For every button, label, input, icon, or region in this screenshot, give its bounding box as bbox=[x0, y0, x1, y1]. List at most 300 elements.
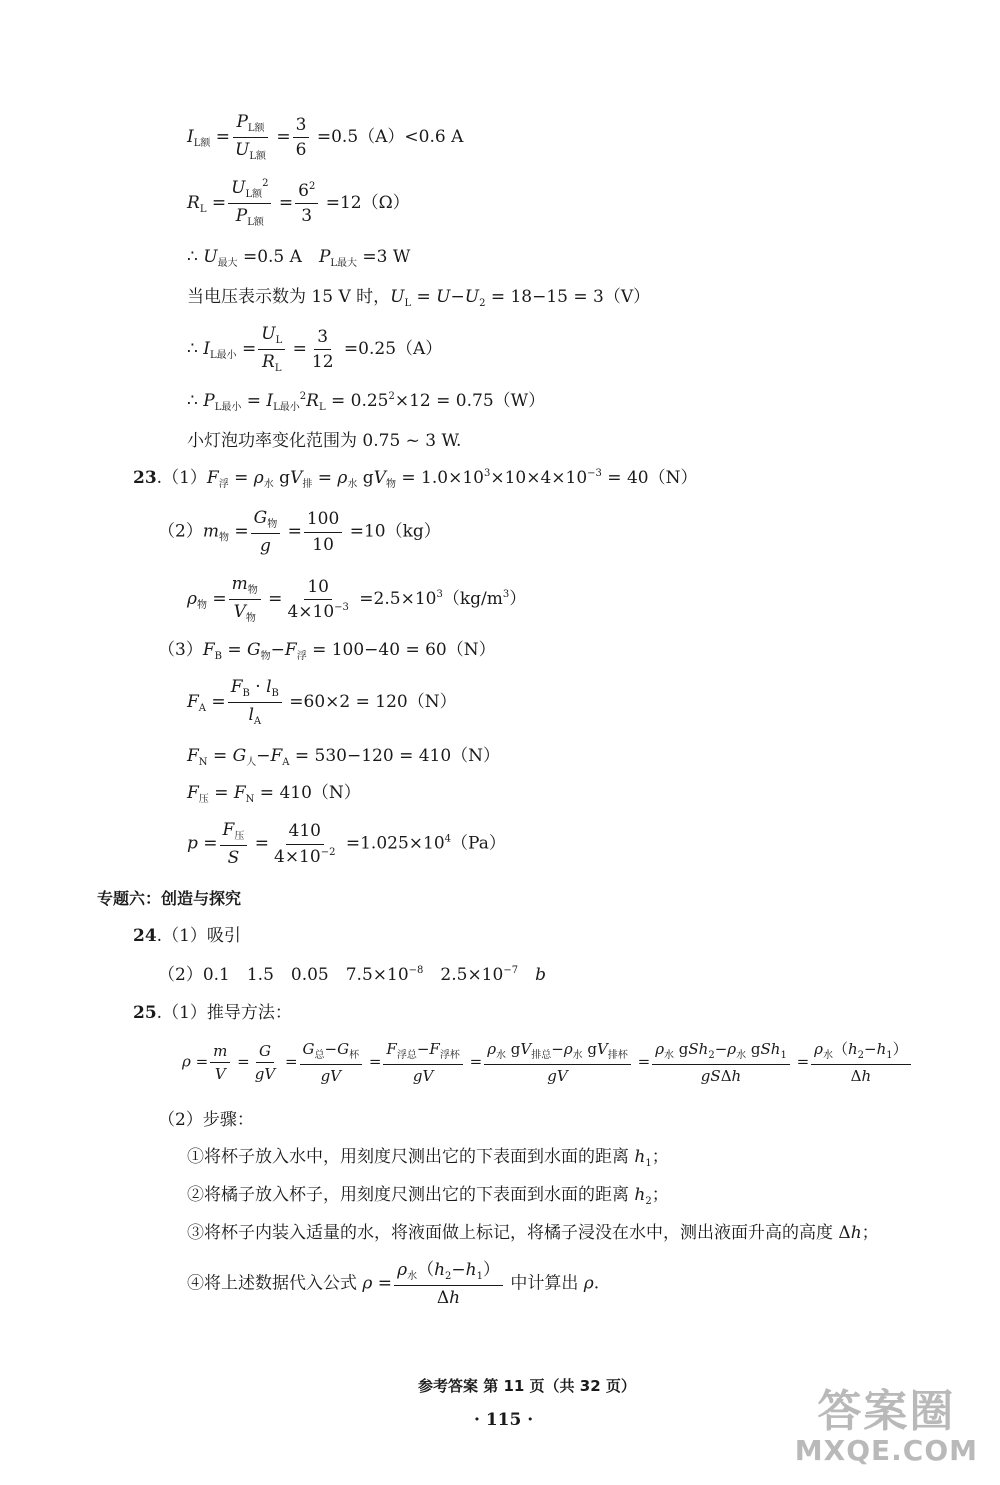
text-run: V bbox=[597, 1040, 608, 1058]
fraction bbox=[284, 577, 351, 623]
text-run: = bbox=[411, 287, 437, 307]
text-run: F bbox=[429, 1040, 440, 1058]
text-run: 2 bbox=[299, 391, 307, 402]
text-run: =0.5（A）<0.6 A bbox=[311, 127, 464, 147]
answer-line bbox=[158, 965, 546, 985]
text-run: V bbox=[214, 1065, 226, 1083]
text-run: ρ bbox=[814, 1040, 823, 1058]
text-run: 排 bbox=[302, 479, 313, 490]
formula-line bbox=[187, 178, 410, 229]
text-run: ρ bbox=[362, 1273, 373, 1294]
text-run: 2 bbox=[708, 1050, 715, 1061]
text-run: =3 W bbox=[357, 247, 411, 267]
page-number bbox=[474, 1410, 533, 1430]
text-run: 1 bbox=[645, 1158, 652, 1169]
text-run: L最小 bbox=[214, 402, 242, 413]
text-run: = bbox=[197, 833, 218, 854]
text-run: =1.025×10 bbox=[340, 833, 445, 854]
text-run: L额 bbox=[247, 217, 264, 228]
text-run: 水 bbox=[822, 1050, 833, 1061]
text-run: − bbox=[416, 1040, 430, 1058]
text-run: g bbox=[357, 468, 374, 488]
text-run: 水 bbox=[736, 1050, 747, 1061]
footer-reference bbox=[418, 1376, 636, 1396]
text-run: − bbox=[324, 1040, 338, 1058]
text-run: F bbox=[187, 783, 199, 803]
text-run: gV bbox=[412, 1067, 434, 1085]
text-run: = bbox=[312, 468, 338, 488]
text-run: 物 bbox=[260, 651, 271, 662]
text-run: ρ bbox=[487, 1040, 497, 1058]
text-run: = bbox=[236, 339, 257, 359]
text-run: R bbox=[187, 193, 200, 213]
fraction bbox=[271, 821, 338, 867]
text-run: −3 bbox=[587, 468, 602, 479]
text-run: = bbox=[221, 640, 248, 660]
text-run: F bbox=[270, 746, 283, 766]
step-line bbox=[187, 1260, 599, 1308]
text-run: 2 bbox=[388, 391, 395, 402]
fraction-numerator bbox=[394, 1260, 503, 1286]
text-run: ρ bbox=[253, 468, 264, 488]
fraction-numerator bbox=[652, 1040, 790, 1065]
text-run: 6 bbox=[298, 180, 309, 201]
text-run: .（1）吸引 bbox=[156, 926, 241, 946]
text-run: 2.5×10 bbox=[423, 965, 504, 985]
text-run: 3 bbox=[502, 589, 510, 600]
formula-line bbox=[187, 746, 500, 769]
text-run: g bbox=[273, 468, 291, 488]
text-run: ρ bbox=[337, 468, 348, 488]
text-run: ρ bbox=[563, 1040, 573, 1058]
text-run: 2 bbox=[308, 180, 316, 192]
text-run: = bbox=[791, 1052, 810, 1071]
text-run: L bbox=[404, 298, 412, 309]
formula-line bbox=[187, 324, 442, 375]
text-run: 2 bbox=[645, 1196, 652, 1207]
text-run: I bbox=[187, 127, 194, 147]
text-run: 10 bbox=[307, 576, 329, 597]
fraction bbox=[484, 1040, 631, 1085]
text-run: = bbox=[372, 1273, 393, 1294]
formula-line bbox=[187, 247, 410, 270]
text-run: Sh bbox=[760, 1040, 781, 1058]
text-run: = bbox=[207, 589, 227, 609]
text-run: 物 bbox=[247, 585, 258, 596]
text-run: = bbox=[232, 1052, 250, 1071]
text-run: h bbox=[861, 1067, 872, 1085]
text-run: 浮 bbox=[218, 479, 229, 490]
text-run: 压 bbox=[198, 794, 209, 805]
text-run: G bbox=[258, 1042, 271, 1060]
text-run: ； bbox=[651, 1185, 669, 1205]
text-run: （ bbox=[832, 1040, 848, 1058]
text-run: 排总 bbox=[531, 1050, 552, 1061]
text-run: U bbox=[231, 178, 246, 198]
fraction bbox=[293, 115, 310, 161]
text-run: 最大 bbox=[217, 258, 238, 269]
text-run: 人 bbox=[246, 757, 257, 768]
text-run: 总 bbox=[314, 1050, 325, 1061]
text-run: （2）步骤： bbox=[158, 1110, 254, 1130]
text-run: 2 bbox=[445, 1271, 452, 1282]
fraction bbox=[309, 327, 337, 373]
watermark-logo: 答案圈 bbox=[817, 1386, 956, 1437]
text-run: ρ bbox=[187, 589, 197, 609]
text-run: = bbox=[210, 127, 231, 147]
text-run: U bbox=[203, 247, 218, 267]
formula-line bbox=[187, 391, 545, 414]
text-run: L最大 bbox=[330, 258, 358, 269]
text-run: P bbox=[236, 112, 248, 132]
text-run: ρ bbox=[655, 1040, 665, 1058]
section-heading bbox=[97, 889, 241, 909]
text-run: h bbox=[634, 1147, 646, 1167]
text-run: · bbox=[249, 677, 267, 697]
text-run: gV bbox=[254, 1065, 276, 1083]
text-run: ； bbox=[861, 1223, 879, 1243]
text-run: （Pa） bbox=[451, 833, 506, 854]
text-run: =0.5 A bbox=[237, 247, 319, 267]
text-run: 3 bbox=[317, 326, 329, 347]
text-run: L额 bbox=[247, 123, 265, 134]
text-run: 水 bbox=[347, 479, 358, 490]
text-run: S bbox=[227, 848, 240, 868]
text-run: ×10×4×10 bbox=[490, 468, 588, 488]
text-run: 排杯 bbox=[607, 1050, 628, 1061]
fraction-numerator bbox=[210, 1042, 230, 1063]
text-run: A bbox=[198, 703, 207, 714]
text-run: 中计算出 bbox=[504, 1273, 584, 1294]
formula-line bbox=[158, 508, 441, 556]
text-run: L额 bbox=[245, 189, 263, 200]
fraction-denominator bbox=[212, 1063, 229, 1083]
text-run: （2）0.1 1.5 0.05 7.5×10 bbox=[158, 965, 409, 985]
text-run: = bbox=[273, 193, 294, 213]
text-run: F bbox=[386, 1040, 397, 1058]
fraction bbox=[394, 1260, 503, 1308]
text-run: = bbox=[241, 391, 267, 411]
text-run: （2） bbox=[158, 521, 203, 542]
text-run: −7 bbox=[503, 965, 519, 976]
text-run: = 40（N） bbox=[601, 468, 698, 488]
fraction bbox=[304, 509, 342, 555]
fraction-numerator bbox=[251, 508, 281, 534]
text-run: L最小 bbox=[273, 402, 300, 413]
text-run: N bbox=[245, 794, 255, 805]
fraction-denominator bbox=[309, 533, 337, 555]
fraction-numerator bbox=[811, 1040, 911, 1065]
text-run: = 410（N） bbox=[254, 783, 361, 803]
text-run: U bbox=[235, 140, 250, 160]
text-run: h bbox=[465, 1260, 477, 1280]
fraction bbox=[232, 112, 269, 163]
text-run: 当电压表示数为 15 V 时， bbox=[187, 287, 391, 307]
text-run: P bbox=[235, 206, 248, 226]
text-run: V bbox=[373, 468, 386, 488]
text-run: 4×10 bbox=[287, 602, 335, 622]
text-run: 1 bbox=[886, 1050, 893, 1061]
text-run: = bbox=[228, 521, 249, 542]
question-23-line bbox=[133, 468, 697, 491]
text-run: F bbox=[206, 468, 219, 488]
fraction-numerator bbox=[228, 178, 271, 204]
text-run: ③将杯子内装入适量的水，将液面做上标记，将橘子浸没在水中，测出液面升高的高度 Δ bbox=[187, 1223, 851, 1243]
text-run: gV bbox=[547, 1067, 568, 1085]
fraction bbox=[258, 324, 285, 375]
text-run: h bbox=[876, 1040, 887, 1058]
fraction-numerator bbox=[304, 509, 342, 532]
text-run: g bbox=[582, 1040, 598, 1058]
text-run: − bbox=[256, 746, 271, 766]
text-run: = bbox=[206, 692, 226, 712]
text-run: I bbox=[203, 339, 210, 359]
text-run: = bbox=[464, 1052, 483, 1071]
text-run: U bbox=[436, 287, 451, 307]
text-run: 3 bbox=[301, 206, 313, 226]
fraction-numerator bbox=[295, 181, 318, 204]
text-run: −3 bbox=[334, 602, 349, 613]
text-run: =12（Ω） bbox=[320, 193, 410, 213]
fraction bbox=[210, 1042, 230, 1083]
formula-line bbox=[187, 112, 463, 163]
text-run: ρ bbox=[583, 1273, 594, 1294]
formula-line bbox=[182, 1040, 913, 1085]
text-run: Δ bbox=[436, 1288, 450, 1308]
text-run: （kg/m bbox=[442, 589, 503, 609]
text-run: −2 bbox=[320, 846, 336, 858]
text-run: 10 bbox=[312, 534, 334, 555]
text-run: G bbox=[337, 1040, 350, 1058]
fraction-numerator bbox=[383, 1040, 462, 1065]
text-run: F bbox=[233, 783, 246, 803]
text-run: 小灯泡功率变化范围为 0.75 ~ 3 W. bbox=[187, 431, 462, 451]
text-run: A bbox=[282, 757, 290, 768]
fraction-numerator bbox=[233, 112, 267, 138]
formula-line bbox=[187, 820, 506, 868]
text-run: = bbox=[632, 1052, 651, 1071]
text-run: h bbox=[731, 1067, 742, 1085]
fraction-denominator bbox=[252, 1063, 278, 1083]
text-run: ∴ bbox=[187, 247, 204, 267]
text-run: G bbox=[302, 1040, 315, 1058]
text-run: g bbox=[259, 536, 271, 556]
text-run: g bbox=[506, 1040, 521, 1058]
fraction-denominator bbox=[309, 350, 337, 372]
text-run: = bbox=[208, 783, 234, 803]
text-run: 2 bbox=[857, 1050, 865, 1061]
text-run: 物 bbox=[197, 600, 207, 611]
text-run: 专题六：创造与探究 bbox=[97, 889, 242, 908]
fraction-denominator bbox=[232, 138, 269, 163]
watermark-site: MXQE.COM bbox=[794, 1434, 978, 1467]
text-run: F bbox=[222, 820, 235, 840]
fraction-denominator bbox=[259, 350, 284, 375]
text-line bbox=[187, 431, 461, 451]
text-run: = bbox=[207, 746, 233, 766]
text-run: F bbox=[284, 640, 297, 660]
text-run: G bbox=[232, 746, 247, 766]
text-run: p bbox=[187, 833, 198, 854]
text-run: = bbox=[206, 193, 227, 213]
text-run: F bbox=[187, 746, 199, 766]
text-run: = bbox=[249, 833, 269, 854]
text-run: V bbox=[290, 468, 303, 488]
text-run: − bbox=[864, 1040, 877, 1058]
fraction bbox=[229, 574, 261, 625]
formula-line bbox=[187, 574, 526, 625]
fraction-numerator bbox=[220, 820, 248, 846]
text-run: I bbox=[266, 391, 274, 411]
text-run: .（1） bbox=[156, 468, 207, 488]
text-run: 水 bbox=[572, 1050, 583, 1061]
text-run: B bbox=[271, 688, 279, 699]
fraction-denominator bbox=[318, 1065, 344, 1085]
text-run: 1 bbox=[476, 1271, 483, 1282]
text-run: 4×10 bbox=[274, 846, 321, 867]
text-run: h bbox=[434, 1260, 446, 1280]
text-run: ②将橘子放入杯子，用刻度尺测出它的下表面到水面的距离 bbox=[187, 1185, 635, 1205]
text-run: − bbox=[714, 1040, 728, 1058]
text-run: 23 bbox=[133, 468, 157, 488]
text-run: 浮杯 bbox=[439, 1050, 460, 1061]
text-run: −8 bbox=[408, 965, 424, 976]
text-run: 6 bbox=[295, 140, 307, 160]
text-run: P bbox=[203, 391, 215, 411]
step-line bbox=[187, 1185, 669, 1208]
text-run: 100 bbox=[306, 509, 340, 530]
text-run: G bbox=[247, 640, 261, 660]
text-run: L最小 bbox=[209, 350, 237, 361]
text-line bbox=[187, 287, 650, 310]
text-run: N bbox=[198, 757, 208, 768]
text-run: ； bbox=[651, 1147, 669, 1167]
text-run: .（1）推导方法： bbox=[156, 1003, 292, 1023]
text-run: b bbox=[535, 965, 546, 985]
text-run: 浮总 bbox=[396, 1050, 417, 1061]
text-run: − bbox=[270, 640, 285, 660]
fraction bbox=[228, 178, 271, 229]
text-run: m bbox=[213, 1042, 228, 1060]
fraction-numerator bbox=[314, 327, 331, 350]
fraction-denominator bbox=[298, 204, 315, 226]
text-run: Δ bbox=[850, 1067, 862, 1085]
text-run: = bbox=[190, 1052, 209, 1071]
text-run: − bbox=[551, 1040, 564, 1058]
text-run: R bbox=[262, 352, 275, 372]
step-line bbox=[187, 1147, 669, 1170]
text-run: （3） bbox=[158, 640, 203, 660]
text-run: L bbox=[199, 204, 207, 215]
fraction bbox=[220, 820, 248, 868]
fraction-denominator bbox=[410, 1065, 436, 1085]
text-line bbox=[158, 1110, 254, 1130]
text-run: U bbox=[261, 324, 276, 344]
text-run: F bbox=[202, 640, 215, 660]
step-line bbox=[187, 1223, 879, 1243]
formula-line bbox=[187, 677, 457, 728]
fraction-denominator bbox=[698, 1065, 744, 1085]
text-run: 压 bbox=[234, 831, 245, 842]
text-run: ） bbox=[509, 589, 527, 609]
text-run: =60×2 = 120（N） bbox=[283, 692, 457, 712]
text-run: U bbox=[464, 287, 480, 307]
text-run: 2 bbox=[262, 178, 269, 189]
text-run: 浮 bbox=[296, 651, 307, 662]
text-run: P bbox=[318, 247, 331, 267]
fraction-numerator bbox=[228, 677, 282, 703]
text-run: 物 bbox=[385, 479, 396, 490]
text-run: 水 bbox=[496, 1050, 507, 1061]
text-run: gS bbox=[700, 1067, 721, 1085]
fraction-numerator bbox=[256, 1042, 274, 1063]
text-run: − bbox=[451, 1260, 466, 1280]
fraction-denominator bbox=[284, 600, 351, 622]
fraction-denominator bbox=[233, 204, 267, 229]
fraction-numerator bbox=[300, 1040, 363, 1065]
text-run: Δ bbox=[720, 1067, 732, 1085]
text-run: = 530−120 = 410（N） bbox=[289, 746, 501, 766]
text-run: = 100−40 = 60（N） bbox=[306, 640, 496, 660]
text-run: Sh bbox=[688, 1040, 709, 1058]
text-run: l bbox=[266, 677, 272, 697]
fraction-denominator bbox=[225, 846, 243, 868]
fraction-denominator bbox=[245, 703, 264, 728]
fraction bbox=[252, 1042, 278, 1083]
text-run: B bbox=[242, 688, 250, 699]
fraction-denominator bbox=[293, 138, 310, 160]
formula-line bbox=[187, 783, 361, 806]
text-run: G bbox=[253, 508, 268, 528]
text-run: g bbox=[674, 1040, 689, 1058]
text-run: = bbox=[287, 339, 307, 359]
text-run: ρ bbox=[397, 1260, 408, 1280]
text-run: · 115 · bbox=[474, 1410, 534, 1430]
text-run: 25 bbox=[133, 1003, 157, 1023]
text-run: 水 bbox=[263, 479, 274, 490]
text-run: L额 bbox=[249, 151, 266, 162]
text-run: ∴ bbox=[187, 391, 204, 411]
text-run: = bbox=[282, 521, 302, 542]
formula-line bbox=[158, 640, 496, 663]
text-run: A bbox=[253, 716, 262, 727]
text-run: ×12 = 0.75（W） bbox=[394, 391, 546, 411]
text-run: 水 bbox=[407, 1271, 418, 1282]
text-run: 24 bbox=[133, 926, 157, 946]
text-run: ρ bbox=[727, 1040, 737, 1058]
text-run: = bbox=[228, 468, 254, 488]
fraction bbox=[228, 677, 282, 728]
text-run: = 1.0×10 bbox=[395, 468, 484, 488]
fraction bbox=[295, 181, 318, 227]
text-run: 4 bbox=[444, 833, 452, 845]
fraction bbox=[251, 508, 281, 556]
text-run: L额 bbox=[193, 138, 211, 149]
text-run: . bbox=[593, 1273, 600, 1294]
text-run: L bbox=[275, 335, 283, 346]
text-run: =10（kg） bbox=[344, 521, 441, 542]
text-run: ④将上述数据代入公式 bbox=[187, 1273, 363, 1294]
text-run: g bbox=[746, 1040, 761, 1058]
text-run: = bbox=[364, 1052, 382, 1071]
fraction-denominator bbox=[848, 1065, 875, 1085]
text-run: 物 bbox=[267, 519, 278, 530]
text-run: h bbox=[850, 1223, 862, 1243]
fraction-numerator bbox=[484, 1040, 631, 1065]
question-24-line bbox=[133, 926, 241, 946]
text-run: 水 bbox=[664, 1050, 675, 1061]
fraction bbox=[300, 1040, 363, 1085]
